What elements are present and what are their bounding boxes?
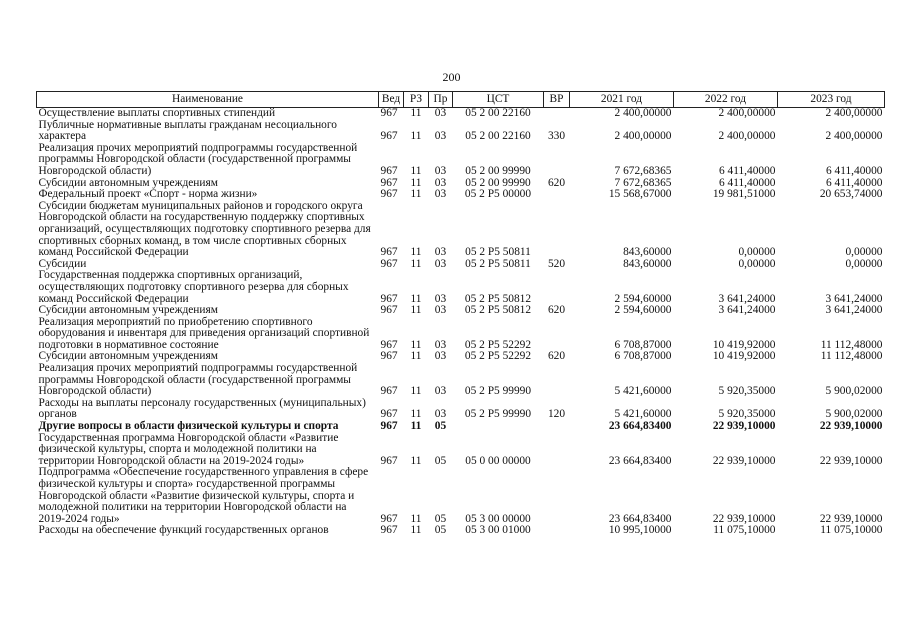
row-rz: 11 — [410, 246, 422, 259]
row-name: Государственная поддержка спортивных организаций, осуществляющих подготовку спортивного резерва для сборных команд Российской Федерации — [38, 269, 349, 305]
column-header-2023: 2023 год — [778, 92, 885, 108]
row-value-2021: 15 568,67000 — [608, 188, 672, 201]
row-value-2023: 5 900,02000 — [825, 385, 883, 398]
row-value-2022: 22 939,10000 — [712, 454, 776, 467]
row-name: Субсидии — [38, 257, 87, 270]
row-value-2023: 11 112,48000 — [820, 350, 883, 363]
row-value-2023: 2 400,00000 — [825, 107, 883, 119]
row-pr: 03 — [434, 350, 447, 363]
column-header-ved: Вед — [379, 92, 404, 108]
row-value-2021: 2 594,60000 — [614, 292, 672, 305]
row-value-2023: 0,00000 — [845, 246, 883, 259]
row-pr: 05 — [434, 524, 447, 537]
row-name: Публичные нормативные выплаты гражданам несоциального характера — [38, 118, 337, 143]
row-ved: 967 — [380, 385, 398, 398]
row-name: Субсидии бюджетам муниципальных районов и городского округа Новгородской области на государственную поддержку спортивных организаций, осуществляющих подготовку спортивного резерва для спортивных сборных команд, в том числе спортивных сборных команд Российской Федерации — [38, 199, 371, 259]
row-ved: 967 — [380, 292, 398, 305]
row-vr — [544, 525, 570, 537]
row-rz: 11 — [410, 385, 422, 398]
row-name: Расходы на обеспечение функций государственных органов — [38, 524, 329, 537]
row-ved: 967 — [380, 164, 398, 177]
row-value-2023: 5 900,02000 — [825, 408, 883, 421]
row-cst: 05 2 00 22160 — [465, 130, 531, 143]
row-rz: 11 — [410, 524, 422, 537]
row-value-2021: 2 594,60000 — [614, 304, 672, 317]
row-value-2021: 2 400,00000 — [614, 107, 672, 119]
column-header-vr: ВР — [544, 92, 570, 108]
row-value-2023: 22 939,10000 — [819, 454, 883, 467]
row-value-2023: 0,00000 — [845, 257, 883, 270]
row-pr: 03 — [434, 246, 447, 259]
row-rz: 11 — [410, 257, 422, 270]
row-value-2023: 20 653,74000 — [819, 188, 883, 201]
row-value-2022: 6 411,40000 — [718, 164, 776, 177]
row-ved: 967 — [380, 524, 398, 537]
column-header-name: Наименование — [37, 92, 379, 108]
row-pr: 03 — [434, 188, 447, 201]
row-pr: 03 — [434, 176, 447, 189]
row-name: Субсидии автономным учреждениям — [38, 176, 218, 189]
row-ved: 967 — [380, 512, 398, 525]
row-value-2021: 23 664,83400 — [608, 420, 672, 433]
row-ved: 967 — [380, 304, 398, 317]
row-value-2022: 3 641,24000 — [718, 292, 776, 305]
row-pr: 03 — [434, 164, 447, 177]
row-value-2023: 22 939,10000 — [819, 512, 883, 525]
row-value-2022: 19 981,51000 — [712, 188, 776, 201]
row-rz: 11 — [410, 164, 422, 177]
row-value-2021: 7 672,68365 — [614, 164, 672, 177]
row-vr — [544, 363, 570, 398]
row-name: Федеральный проект «Спорт - норма жизни» — [38, 188, 258, 201]
row-value-2022: 0,00000 — [738, 246, 776, 259]
row-value-2021: 7 672,68365 — [614, 176, 672, 189]
row-vr — [544, 317, 570, 352]
row-ved: 967 — [380, 176, 398, 189]
row-vr — [544, 108, 570, 120]
row-cst: 05 3 00 01000 — [465, 524, 531, 537]
row-value-2022: 11 075,10000 — [713, 524, 776, 537]
row-vr: 620 — [547, 304, 566, 317]
row-value-2023: 22 939,10000 — [819, 420, 883, 433]
row-value-2023: 11 075,10000 — [820, 524, 883, 537]
row-ved: 967 — [380, 257, 398, 270]
row-cst: 05 2 P5 52292 — [464, 350, 532, 363]
row-vr: 330 — [547, 130, 566, 143]
row-name: Другие вопросы в области физической культуры и спорта — [38, 420, 339, 433]
row-name: Подпрограмма «Обеспечение государственного управления в сфере физической культуры и спорта» государственной программы Новгородской области «Развитие физической культуры, спорта и молодежной политики на территории Новгородской области на 2019-2024 годы» — [38, 466, 369, 525]
row-ved: 967 — [380, 246, 398, 259]
row-rz: 11 — [410, 188, 422, 201]
row-pr: 05 — [434, 420, 447, 433]
row-cst: 05 2 P5 52292 — [464, 338, 532, 351]
row-pr: 03 — [434, 292, 447, 305]
column-header-pr: Пр — [429, 92, 453, 108]
row-cst: 05 2 P5 00000 — [464, 188, 532, 201]
row-name: Государственная программа Новгородской области «Развитие физической культуры, спорта и молодежной политики на территории Новгородской области на 2019-2024 годы» — [38, 431, 339, 467]
row-name: Реализация прочих мероприятий подпрограммы государственной программы Новгородской области (государственной программы Новгородской области) — [38, 141, 358, 177]
row-cst: 05 0 00 00000 — [465, 454, 531, 467]
page-number: 200 — [442, 70, 461, 84]
row-vr — [544, 467, 570, 525]
row-rz: 11 — [410, 420, 422, 433]
table-row — [37, 467, 885, 525]
row-value-2022: 5 920,35000 — [718, 385, 776, 398]
row-pr: 03 — [434, 408, 447, 421]
row-pr: 03 — [434, 107, 447, 119]
row-cst: 05 2 00 22160 — [465, 107, 531, 119]
row-cst: 05 2 P5 50811 — [465, 246, 531, 259]
row-cst: 05 3 00 00000 — [465, 512, 531, 525]
row-vr — [544, 270, 570, 305]
table-row — [37, 143, 885, 178]
row-ved: 967 — [380, 338, 398, 351]
row-vr — [544, 421, 570, 433]
row-pr: 03 — [434, 338, 447, 351]
row-rz: 11 — [410, 454, 422, 467]
column-header-cst: ЦСТ — [453, 92, 544, 108]
table-row — [37, 317, 885, 352]
table-row — [37, 201, 885, 259]
table-row — [37, 108, 885, 120]
row-value-2021: 23 664,83400 — [608, 512, 672, 525]
row-ved: 967 — [380, 454, 398, 467]
row-cst: 05 2 00 99990 — [465, 164, 531, 177]
row-name: Субсидии автономным учреждениям — [38, 350, 218, 363]
table-row — [37, 398, 885, 421]
row-rz: 11 — [410, 304, 422, 317]
row-pr: 03 — [434, 130, 447, 143]
row-rz: 11 — [410, 408, 422, 421]
row-value-2023: 6 411,40000 — [825, 164, 883, 177]
table-body — [37, 108, 885, 537]
row-value-2022: 5 920,35000 — [718, 408, 776, 421]
row-value-2022: 6 411,40000 — [718, 176, 776, 189]
row-value-2022: 2 400,00000 — [718, 130, 776, 143]
row-value-2021: 6 708,87000 — [614, 350, 672, 363]
row-pr: 03 — [434, 385, 447, 398]
row-cst: 05 2 P5 50812 — [464, 292, 532, 305]
row-value-2022: 22 939,10000 — [712, 420, 776, 433]
row-value-2021: 5 421,60000 — [614, 385, 672, 398]
table-row — [37, 525, 885, 537]
row-value-2021: 6 708,87000 — [614, 338, 672, 351]
row-ved: 967 — [380, 130, 398, 143]
row-value-2021: 843,60000 — [623, 257, 672, 270]
row-value-2022: 10 419,92000 — [712, 350, 776, 363]
row-ved: 967 — [380, 350, 398, 363]
row-cst: 05 2 P5 99990 — [464, 408, 532, 421]
row-cst: 05 2 P5 50811 — [465, 257, 531, 270]
row-pr: 05 — [434, 512, 447, 525]
row-rz: 11 — [410, 512, 422, 525]
row-pr: 03 — [434, 304, 447, 317]
row-ved: 967 — [380, 408, 398, 421]
row-vr — [544, 143, 570, 178]
row-value-2021: 10 995,10000 — [608, 524, 672, 537]
row-vr: 620 — [547, 176, 566, 189]
row-name: Осуществление выплаты спортивных стипендий — [38, 107, 276, 119]
row-value-2022: 22 939,10000 — [712, 512, 776, 525]
table-row — [37, 305, 885, 317]
row-value-2022: 3 641,24000 — [718, 304, 776, 317]
column-header-2021: 2021 год — [570, 92, 674, 108]
row-value-2021: 843,60000 — [623, 246, 672, 259]
row-value-2022: 10 419,92000 — [712, 338, 776, 351]
row-cst: 05 2 P5 99990 — [464, 385, 532, 398]
row-value-2021: 5 421,60000 — [614, 408, 672, 421]
row-name: Реализация мероприятий по приобретению спортивного оборудования и инвентаря для приведения организаций спортивной подготовки в нормативное состояние — [38, 315, 370, 351]
row-value-2023: 2 400,00000 — [825, 130, 883, 143]
row-vr: 620 — [547, 350, 566, 363]
table-row — [37, 189, 885, 201]
table-row — [37, 421, 885, 433]
row-rz: 11 — [410, 176, 422, 189]
row-pr: 05 — [434, 454, 447, 467]
row-name: Расходы на выплаты персоналу государственных (муниципальных) органов — [38, 396, 366, 421]
row-rz: 11 — [410, 107, 422, 119]
row-rz: 11 — [410, 350, 422, 363]
table-row — [37, 270, 885, 305]
table-header-row — [37, 92, 885, 108]
row-ved: 967 — [380, 188, 398, 201]
row-cst: 05 2 00 99990 — [465, 176, 531, 189]
row-value-2023: 11 112,48000 — [820, 338, 883, 351]
row-rz: 11 — [410, 130, 422, 143]
column-header-2022: 2022 год — [674, 92, 778, 108]
row-ved: 967 — [380, 107, 398, 119]
row-vr: 120 — [547, 408, 566, 421]
row-rz: 11 — [410, 292, 422, 305]
row-vr — [544, 201, 570, 259]
row-name: Реализация прочих мероприятий подпрограммы государственной программы Новгородской области (государственной программы Новгородской области) — [38, 362, 358, 398]
row-vr — [544, 433, 570, 468]
row-vr: 520 — [547, 257, 566, 270]
row-value-2022: 2 400,00000 — [718, 107, 776, 119]
row-pr: 03 — [434, 257, 447, 270]
table-row — [37, 363, 885, 398]
row-value-2022: 0,00000 — [738, 257, 776, 270]
row-value-2023: 3 641,24000 — [825, 304, 883, 317]
row-name: Субсидии автономным учреждениям — [38, 304, 218, 317]
table-row — [37, 433, 885, 468]
row-value-2023: 6 411,40000 — [825, 176, 883, 189]
row-value-2021: 23 664,83400 — [608, 454, 672, 467]
budget-table — [36, 91, 885, 537]
row-rz: 11 — [410, 338, 422, 351]
column-header-rz: РЗ — [404, 92, 429, 108]
table-row — [37, 120, 885, 143]
row-ved: 967 — [380, 420, 398, 433]
row-cst — [453, 421, 544, 433]
row-value-2023: 3 641,24000 — [825, 292, 883, 305]
row-cst: 05 2 P5 50812 — [464, 304, 532, 317]
row-vr — [544, 189, 570, 201]
row-value-2021: 2 400,00000 — [614, 130, 672, 143]
